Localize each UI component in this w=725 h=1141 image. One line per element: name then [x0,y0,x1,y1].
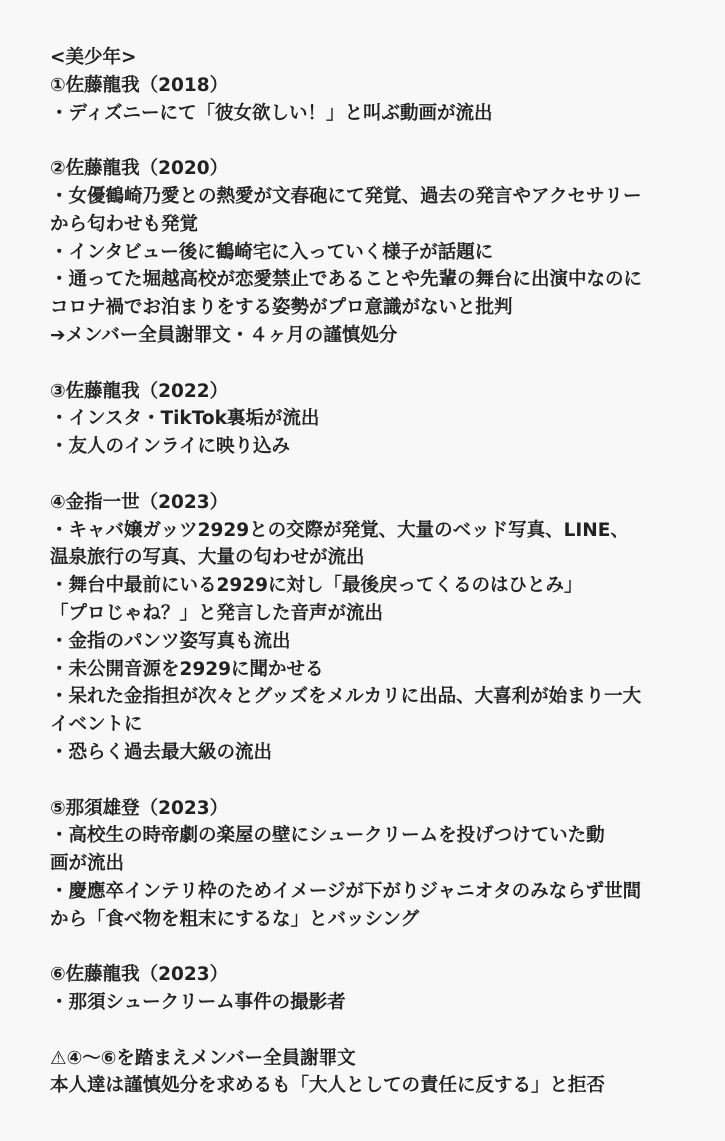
blank-line [50,350,690,378]
text-line: ・通ってた堀越高校が恋愛禁止であることや先輩の舞台に出演中なのに [50,269,643,291]
text-line: ・高校生の時帝劇の楽屋の壁にシュークリームを投げつけていた動 [50,825,605,847]
text-line: 本人達は謹慎処分を求めるも「大人としての責任に反する」と拒否 [50,1075,606,1097]
text-line: ・インタビュー後に鶴崎宅に入っていく様子が話題に [50,241,494,263]
text-line: ・ディズニーにて「彼女欲しい！」と叫ぶ動画が流出 [50,102,493,124]
text-line: ・恐らく過去最大級の流出 [50,741,273,763]
entry-heading: ④金指一世（2023） [50,491,229,513]
text-line: ・慶應卒インテリ枠のためイメージが下がりジャニオタのみならず世間 [50,880,642,902]
text-line: 画が流出 [50,853,125,875]
text-line: 「プロじゃね？」と発言した音声が流出 [50,602,384,624]
text-line: イベントに [50,714,143,736]
text-line: 温泉旅行の写真、大量の匂わせが流出 [50,547,365,569]
blank-line [50,934,690,962]
blank-line [50,767,690,795]
document-text [50,44,690,1100]
warning-line: ⚠④～⑥を踏まえメンバー全員謝罪文 [50,1047,356,1069]
text-line: ・女優鶴崎乃愛との熱愛が文春砲にて発覚、過去の発言やアクセサリー [50,185,642,207]
text-line: ・キャバ嬢ガッツ2929との交際が発覚、大量のベッド写真、LINE、 [50,519,629,541]
blank-line [50,1017,690,1045]
text-line: ・舞台中最前にいる2929に対し「最後戻ってくるのはひとみ」 [50,575,583,597]
text-line: ・那須シュークリーム事件の撮影者 [50,992,346,1014]
entry-heading: ⑥佐藤龍我（2023） [50,964,229,986]
text-line: ・友人のインライに映り込み [50,436,290,458]
blank-line [50,127,690,155]
text-line: コロナ禍でお泊まりをする姿勢がプロ意識がないと批判 [50,297,513,319]
text-line: ➔メンバー全員謝罪文・４ヶ月の謹慎処分 [50,324,398,346]
section-heading: <美少年> [50,47,137,68]
text-line: から「食べ物を粗末にするな」とバッシング [50,908,420,930]
text-line: から匂わせも発覚 [50,213,199,235]
entry-heading: ②佐藤龍我（2020） [50,158,229,180]
text-line: ・未公開音源を2929に聞かせる [50,658,324,680]
entry-heading: ⑤那須雄登（2023） [50,797,229,819]
entry-heading: ①佐藤龍我（2018） [50,74,229,96]
text-line: ・インスタ・TikTok裏垢が流出 [50,408,320,430]
text-line: ・呆れた金指担が次々とグッズをメルカリに出品、大喜利が始まり一大 [50,686,642,708]
entry-heading: ③佐藤龍我（2022） [50,380,229,402]
text-line: ・金指のパンツ姿写真も流出 [50,630,291,652]
blank-line [50,461,690,489]
